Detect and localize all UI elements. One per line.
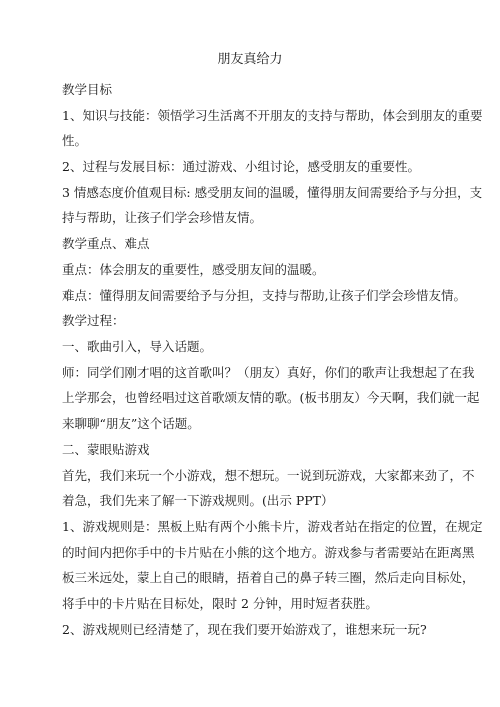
section-heading-key-points: 教学重点、难点 bbox=[62, 236, 150, 251]
section-heading-game: 二、蒙眼贴游戏 bbox=[62, 442, 150, 457]
paragraph-line: 重点：体会朋友的重要性，感受朋友间的温暖。 bbox=[62, 262, 325, 277]
paragraph-line: 2、过程与发展目标：通过游戏、小组讨论，感受朋友的重要性。 bbox=[62, 159, 420, 174]
paragraph-line: 性。 bbox=[62, 133, 88, 148]
paragraph-line: 首先，我们来玩一个小游戏，想不想玩。一说到玩游戏，大家都来劲了，不 bbox=[62, 468, 475, 483]
paragraph-line: 的时间内把你手中的卡片贴在小熊的这个地方。游戏参与者需要站在距离黑 bbox=[62, 545, 475, 560]
paragraph-line: 难点：懂得朋友间需要给予与分担，支持与帮助,让孩子们学会珍惜友情。 bbox=[62, 288, 466, 303]
paragraph-line: 上学那会，也曾经唱过这首歌颂友情的歌。(板书朋友）今天啊，我们就一起 bbox=[62, 390, 480, 405]
paragraph-line: 将手中的卡片贴在目标处，限时 2 分钟，用时短者获胜。 bbox=[62, 596, 378, 611]
section-heading-process: 教学过程： bbox=[62, 313, 125, 328]
paragraph-line: 来聊聊“朋友”这个话题。 bbox=[62, 416, 200, 431]
paragraph-line: 师：同学们刚才唱的这首歌叫？（朋友）真好，你们的歌声让我想起了在我 bbox=[62, 365, 475, 380]
paragraph-line: 3 情感态度价值观目标: 感受朋友间的温暖，懂得朋友间需要给予与分担，支 bbox=[62, 185, 483, 200]
paragraph-line: 1、知识与技能：领悟学习生活离不开朋友的支持与帮助，体会到朋友的重要 bbox=[62, 108, 483, 123]
paragraph-line: 2、游戏规则已经清楚了，现在我们要开始游戏了，谁想来玩一玩? bbox=[62, 622, 427, 637]
section-heading-goals: 教学目标 bbox=[62, 82, 113, 97]
document-title: 朋友真给力 bbox=[217, 52, 283, 67]
paragraph-line: 着急，我们先来了解一下游戏规则。(出示 PPT） bbox=[62, 493, 334, 508]
paragraph-line: 一、歌曲引入，导入话题。 bbox=[62, 339, 213, 354]
paragraph-line: 持与帮助，让孩子们学会珍惜友情。 bbox=[62, 210, 263, 225]
paragraph-line: 1、游戏规则是：黑板上贴有两个小熊卡片，游戏者站在指定的位置，在规定 bbox=[62, 519, 483, 534]
paragraph-line: 板三米远处，蒙上自己的眼睛，捂着自己的鼻子转三圈，然后走向目标处， bbox=[62, 570, 475, 585]
